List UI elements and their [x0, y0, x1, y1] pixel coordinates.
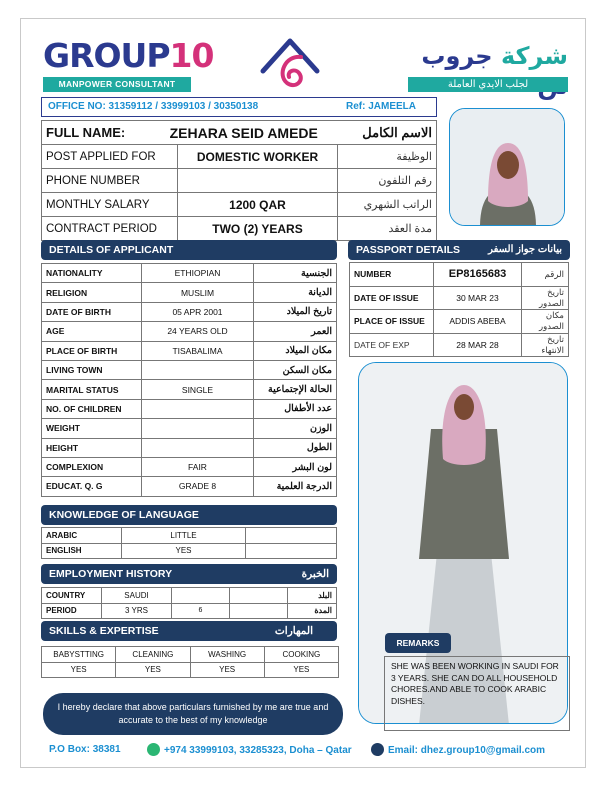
passport-label: NUMBER	[350, 263, 434, 287]
table-row	[42, 457, 337, 476]
section-language-header	[41, 505, 337, 525]
passport-label-ar: مكان الصدور	[522, 310, 569, 334]
detail-value: TISABALIMA	[142, 341, 254, 360]
passport-details-table	[349, 262, 569, 357]
detail-value: FAIR	[142, 457, 254, 476]
portrait-placeholder-icon	[450, 109, 565, 226]
detail-value: ETHIOPIAN	[142, 264, 254, 283]
passport-label: DATE OF ISSUE	[350, 286, 434, 310]
section-title-ar: بيانات جواز السفر	[488, 244, 562, 255]
detail-label: NO. OF CHILDREN	[42, 399, 142, 418]
empty-cell	[230, 603, 288, 619]
detail-label: MARITAL STATUS	[42, 380, 142, 399]
company-logo-en	[43, 36, 214, 75]
detail-label-ar: مكان السكن	[254, 360, 337, 379]
declaration-banner: I hereby declare that above particulars furnished by me are true and accurate to the best of my knowledge	[43, 693, 343, 735]
employment-label-ar: البلد	[288, 588, 337, 604]
detail-label: COMPLEXION	[42, 457, 142, 476]
detail-value: GRADE 8	[142, 477, 254, 496]
employment-label: PERIOD	[42, 603, 102, 619]
skill-header: COOKING	[264, 647, 338, 663]
detail-label-ar: الديانة	[254, 283, 337, 302]
employment-extra: 6	[172, 603, 230, 619]
info-row	[42, 193, 437, 217]
applicant-photo-portrait	[449, 108, 565, 226]
passport-label-ar: الرقم	[522, 263, 569, 287]
detail-label-ar: مكان الميلاد	[254, 341, 337, 360]
company-logo-ar	[408, 41, 568, 101]
remarks-text: SHE WAS BEEN WORKING IN SAUDI FOR 3 YEARS. SHE CAN DO ALL HOUSEHOLD CHORES.AND ABLE TO COOK ARABIC DISHES.	[384, 656, 570, 731]
empty-cell	[230, 588, 288, 604]
passport-label-ar: تاريخ الانتهاء	[522, 333, 569, 357]
info-value	[178, 169, 338, 193]
info-label: MONTHLY SALARY	[42, 193, 178, 217]
full-name-ar: الاسم الكامل	[362, 124, 432, 140]
footer-email-text: Email: dhez.group10@gmail.com	[388, 745, 546, 756]
passport-label: PLACE OF ISSUE	[350, 310, 434, 334]
detail-label-ar: الدرجة العلمية	[254, 477, 337, 496]
detail-label-ar: الجنسية	[254, 264, 337, 283]
whatsapp-icon	[147, 743, 160, 756]
full-name-row	[42, 121, 437, 145]
passport-value: EP8165683	[434, 263, 522, 287]
language-label: ENGLISH	[42, 543, 122, 559]
skill-value: YES	[190, 662, 264, 678]
passport-value: 28 MAR 28	[434, 333, 522, 357]
main-info-table	[41, 120, 437, 241]
table-row	[42, 399, 337, 418]
section-title: EMPLOYMENT HISTORY	[49, 568, 173, 580]
section-skills-header	[41, 621, 337, 641]
language-value: LITTLE	[122, 528, 246, 544]
detail-label-ar: لون البشر	[254, 457, 337, 476]
table-row	[42, 283, 337, 302]
skill-value: YES	[116, 662, 190, 678]
detail-value: SINGLE	[142, 380, 254, 399]
table-row	[350, 286, 569, 310]
info-label-ar: الراتب الشهري	[338, 193, 437, 217]
passport-value: 30 MAR 23	[434, 286, 522, 310]
detail-label-ar: تاريخ الميلاد	[254, 302, 337, 321]
reference-name: Ref: JAMEELA	[346, 101, 417, 112]
detail-label-ar: الوزن	[254, 419, 337, 438]
info-value: TWO (2) YEARS	[178, 217, 338, 241]
email-icon	[371, 743, 384, 756]
remarks-header: REMARKS	[385, 633, 451, 653]
detail-label: HEIGHT	[42, 438, 142, 457]
empty-cell	[246, 528, 337, 544]
section-title-ar: المهارات	[274, 625, 313, 637]
info-label: POST APPLIED FOR	[42, 145, 178, 169]
footer-phone-text: +974 33999103, 33285323, Doha – Qatar	[164, 745, 352, 756]
passport-value: ADDIS ABEBA	[434, 310, 522, 334]
table-row	[42, 322, 337, 341]
application-sheet	[20, 18, 586, 768]
employment-label-ar: المدة	[288, 603, 337, 619]
detail-value: 05 APR 2001	[142, 302, 254, 321]
logo-ar-word2: جروب	[421, 42, 493, 70]
employment-label: COUNTRY	[42, 588, 102, 604]
table-row	[42, 302, 337, 321]
info-row	[42, 169, 437, 193]
footer-phone	[147, 743, 352, 758]
section-passport-header	[348, 240, 570, 260]
detail-label: WEIGHT	[42, 419, 142, 438]
detail-value: 24 YEARS OLD	[142, 322, 254, 341]
employment-table	[41, 587, 337, 619]
language-table	[41, 527, 337, 559]
info-value: DOMESTIC WORKER	[178, 145, 338, 169]
table-row	[42, 528, 337, 544]
skill-header: CLEANING	[116, 647, 190, 663]
table-row	[42, 360, 337, 379]
full-name-label: FULL NAME:	[46, 125, 126, 140]
table-row	[42, 438, 337, 457]
table-row	[42, 341, 337, 360]
detail-label: DATE OF BIRTH	[42, 302, 142, 321]
language-value: YES	[122, 543, 246, 559]
empty-cell	[246, 543, 337, 559]
detail-value	[142, 438, 254, 457]
info-label-ar: مدة العقد	[338, 217, 437, 241]
section-title: KNOWLEDGE OF LANGUAGE	[49, 509, 199, 521]
table-row	[42, 662, 339, 678]
section-title-ar: الخبرة	[301, 568, 329, 580]
table-row	[42, 603, 337, 619]
office-numbers-bar	[41, 97, 437, 117]
table-row	[42, 647, 339, 663]
empty-cell	[172, 588, 230, 604]
table-row	[42, 264, 337, 283]
info-label: PHONE NUMBER	[42, 169, 178, 193]
skill-header: BABYSTTING	[42, 647, 116, 663]
office-numbers: OFFICE NO: 31359112 / 33999103 / 30350138	[48, 101, 259, 112]
detail-label-ar: الطول	[254, 438, 337, 457]
employment-value: SAUDI	[102, 588, 172, 604]
detail-label: AGE	[42, 322, 142, 341]
info-label-ar: رقم التلفون	[338, 169, 437, 193]
detail-label: NATIONALITY	[42, 264, 142, 283]
table-row	[42, 380, 337, 399]
info-value: 1200 QAR	[178, 193, 338, 217]
table-row	[42, 477, 337, 496]
logo-word: GROUP	[43, 36, 170, 75]
detail-label: PLACE OF BIRTH	[42, 341, 142, 360]
employment-value: 3 YRS	[102, 603, 172, 619]
passport-label: DATE OF EXP	[350, 333, 434, 357]
footer-pobox: P.O Box: 38381	[49, 744, 121, 755]
section-title: PASSPORT DETAILS	[356, 244, 461, 256]
detail-label: RELIGION	[42, 283, 142, 302]
table-row	[42, 588, 337, 604]
table-row	[42, 543, 337, 559]
skill-value: YES	[42, 662, 116, 678]
skill-header: WASHING	[190, 647, 264, 663]
info-label-ar: الوظيفة	[338, 145, 437, 169]
detail-label-ar: عدد الأطفال	[254, 399, 337, 418]
table-row	[350, 333, 569, 357]
full-name-value: ZEHARA SEID AMEDE	[169, 124, 318, 141]
table-row	[350, 310, 569, 334]
detail-label: EDUCAT. Q. G	[42, 477, 142, 496]
table-row	[42, 419, 337, 438]
language-label: ARABIC	[42, 528, 122, 544]
detail-value	[142, 419, 254, 438]
info-label: CONTRACT PERIOD	[42, 217, 178, 241]
section-title: DETAILS OF APPLICANT	[49, 244, 174, 256]
logo-ar-word1: شركة	[500, 42, 568, 70]
detail-value	[142, 360, 254, 379]
logo-tagline-ar: لجلب الايدي العاملة	[408, 77, 568, 92]
section-employment-header	[41, 564, 337, 584]
skills-table	[41, 646, 339, 678]
section-title: SKILLS & EXPERTISE	[49, 625, 159, 637]
detail-label-ar: الحالة الإجتماعية	[254, 380, 337, 399]
info-row	[42, 145, 437, 169]
logo-tagline-en: MANPOWER CONSULTANT	[43, 77, 191, 92]
table-row	[350, 263, 569, 287]
info-row	[42, 217, 437, 241]
section-applicant-header	[41, 240, 337, 260]
detail-label: LIVING TOWN	[42, 360, 142, 379]
house-emblem-icon	[257, 35, 323, 93]
detail-value: MUSLIM	[142, 283, 254, 302]
detail-label-ar: العمر	[254, 322, 337, 341]
applicant-details-table	[41, 263, 337, 497]
detail-value	[142, 399, 254, 418]
passport-label-ar: تاريخ الصدور	[522, 286, 569, 310]
footer-email	[371, 743, 545, 758]
skill-value: YES	[264, 662, 338, 678]
logo-number: 10	[169, 36, 214, 75]
